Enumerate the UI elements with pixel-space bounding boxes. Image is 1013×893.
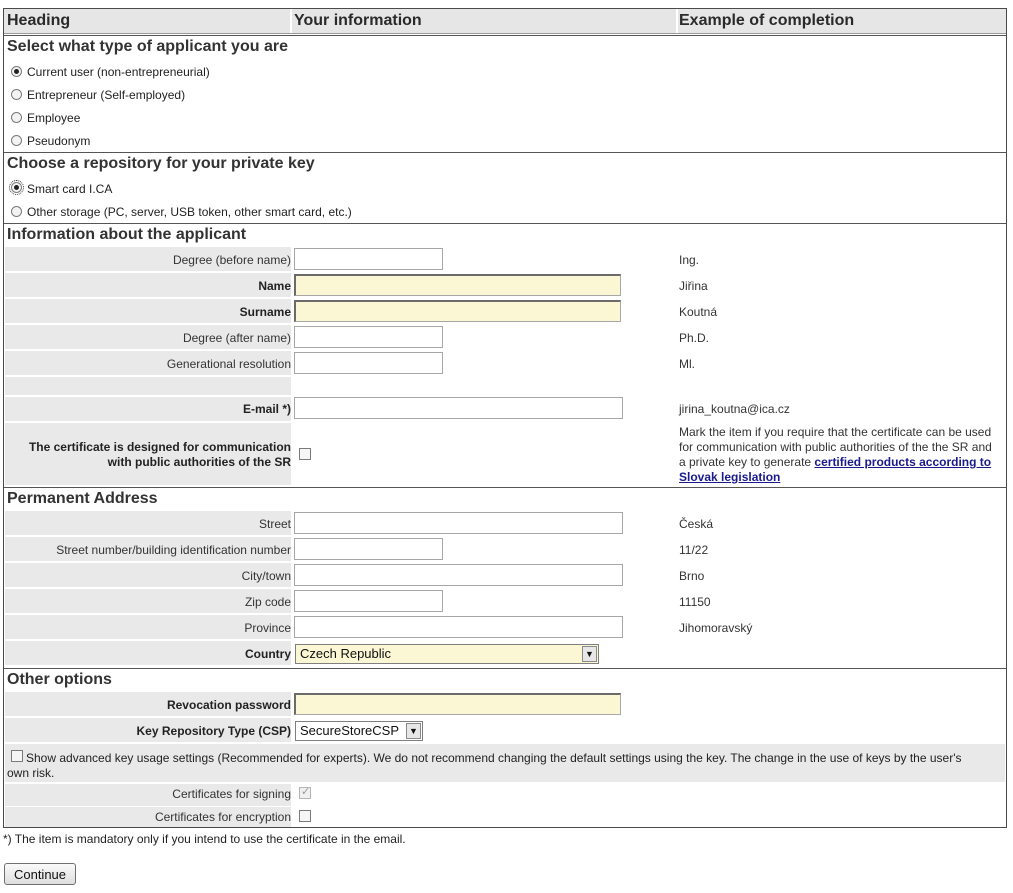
example-zip: 11150 — [679, 595, 711, 609]
radio-current-user[interactable] — [11, 66, 22, 77]
header-heading: Heading — [7, 12, 71, 29]
header-divider — [676, 9, 678, 33]
province-input[interactable] — [294, 616, 623, 638]
section-divider — [4, 35, 1006, 36]
header-your-information: Your information — [294, 12, 422, 29]
label-cell — [5, 377, 291, 395]
label-street-number: Street number/building identification number — [56, 543, 291, 557]
section-divider — [4, 668, 1006, 669]
label-cell — [5, 273, 291, 297]
city-input[interactable] — [294, 564, 623, 586]
label-cell — [5, 511, 291, 535]
continue-button[interactable]: Continue — [4, 863, 76, 885]
radio-label-entrepreneur[interactable]: Entrepreneur (Self-employed) — [27, 88, 186, 102]
csp-select-value: SecureStoreCSP — [300, 723, 399, 738]
section-divider — [4, 487, 1006, 488]
label-province: Province — [244, 621, 291, 635]
label-zip: Zip code — [244, 595, 291, 609]
radio-label-pseudonym[interactable]: Pseudonym — [27, 134, 91, 148]
advanced-settings-checkbox[interactable] — [11, 750, 23, 762]
street-number-input[interactable] — [294, 538, 443, 560]
slovak-legislation-link[interactable]: Slovak legislation — [679, 470, 781, 484]
degree-before-input[interactable] — [294, 248, 443, 270]
label-encryption: Certificates for encryption — [154, 810, 291, 824]
label-sr-line2: with public authorities of the SR — [107, 455, 291, 469]
radio-smart-card[interactable] — [11, 182, 22, 193]
csp-select[interactable] — [295, 721, 423, 741]
example-surname: Koutná — [679, 305, 718, 319]
checkmark-icon: ✓ — [301, 786, 311, 798]
radio-employee[interactable] — [11, 112, 22, 123]
certified-products-link[interactable]: certified products according to — [814, 455, 992, 469]
radio-other-storage[interactable] — [11, 206, 22, 217]
country-select[interactable] — [295, 644, 599, 664]
street-input[interactable] — [294, 512, 623, 534]
label-email: E-mail *) — [242, 402, 291, 416]
label-surname: Surname — [239, 305, 291, 319]
example-sr-line3 — [679, 455, 991, 469]
label-csp: Key Repository Type (CSP) — [136, 724, 291, 738]
section-title-other-options: Other options — [7, 671, 112, 688]
label-revocation: Revocation password — [166, 698, 291, 712]
example-city: Brno — [679, 569, 705, 583]
label-signing: Certificates for signing — [172, 787, 291, 801]
encryption-checkbox[interactable] — [299, 810, 311, 822]
example-sr-line2: for communication with public authorities of the the SR and — [679, 440, 992, 454]
radio-pseudonym[interactable] — [11, 135, 22, 146]
label-name: Name — [258, 279, 291, 293]
label-cell — [5, 423, 291, 485]
label-degree-after: Degree (after name) — [182, 331, 291, 345]
section-title-applicant-type: Select what type of applicant you are — [7, 38, 288, 55]
radio-label-employee[interactable]: Employee — [27, 111, 81, 125]
example-street-number: 11/22 — [679, 543, 709, 557]
radio-label-current-user[interactable]: Current user (non-entrepreneurial) — [27, 65, 210, 79]
footnote: *) The item is mandatory only if you intend to use the certificate in the email. — [3, 832, 406, 846]
advanced-settings-label-line2: own risk. — [7, 766, 55, 780]
label-degree-before: Degree (before name) — [172, 253, 291, 267]
signing-checkbox[interactable] — [299, 787, 311, 799]
revocation-password-input[interactable] — [294, 693, 621, 715]
section-divider — [4, 223, 1006, 224]
example-degree-after: Ph.D. — [679, 331, 710, 345]
email-input[interactable] — [294, 397, 623, 419]
header-divider — [290, 9, 292, 33]
label-country: Country — [245, 647, 291, 661]
header-example: Example of completion — [679, 12, 855, 29]
chevron-down-icon[interactable]: ▼ — [582, 646, 597, 662]
chevron-down-icon[interactable]: ▼ — [406, 723, 421, 739]
label-sr-line1: The certificate is designed for communication — [28, 440, 291, 454]
example-generational: Ml. — [679, 357, 695, 371]
surname-input[interactable] — [294, 300, 621, 322]
section-title-repository: Choose a repository for your private key — [7, 155, 315, 172]
example-sr-line1: Mark the item if you require that the certificate can be used — [679, 425, 992, 439]
label-street: Street — [258, 517, 291, 531]
radio-label-other-storage[interactable]: Other storage (PC, server, USB token, other smart card, etc.) — [27, 205, 352, 219]
advanced-settings-label-line1: Show advanced key usage settings (Recommended for experts). We do not recommend changing the default settings using the key. The change in the use of keys by the user's — [26, 751, 962, 765]
example-province: Jihomoravský — [679, 621, 753, 635]
label-generational: Generational resolution — [166, 357, 291, 371]
sr-authorities-checkbox[interactable] — [299, 448, 311, 460]
country-select-value: Czech Republic — [300, 646, 392, 661]
example-sr-line4 — [679, 470, 780, 484]
radio-label-smart-card[interactable]: Smart card I.CA — [27, 182, 113, 196]
table-header — [4, 9, 1006, 34]
example-street: Česká — [679, 517, 714, 531]
section-title-applicant-info: Information about the applicant — [7, 226, 247, 243]
section-divider — [4, 152, 1006, 153]
example-email: jirina_koutna@ica.cz — [679, 402, 790, 416]
radio-entrepreneur[interactable] — [11, 89, 22, 100]
section-title-address: Permanent Address — [7, 490, 158, 507]
example-sr-line3-text: a private key to generate — [679, 455, 815, 469]
zip-input[interactable] — [294, 590, 443, 612]
example-name: Jiřina — [679, 279, 708, 293]
name-input[interactable] — [294, 274, 621, 296]
generational-input[interactable] — [294, 352, 443, 374]
degree-after-input[interactable] — [294, 326, 443, 348]
example-degree-before: Ing. — [679, 253, 700, 267]
label-city: City/town — [241, 569, 291, 583]
